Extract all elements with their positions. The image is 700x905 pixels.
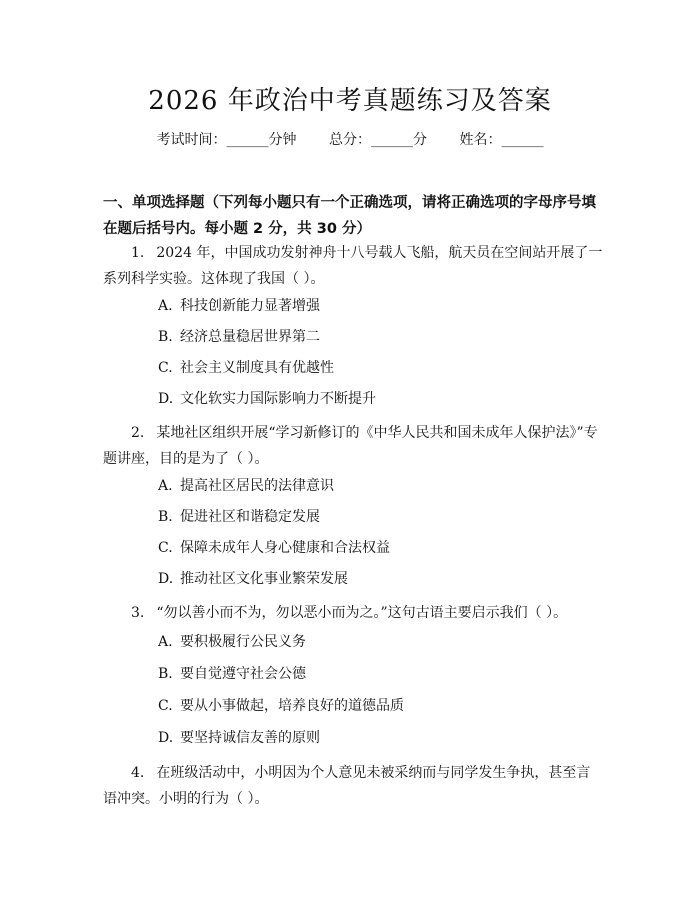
option-text: 促进社区和谐稳定发展 (180, 509, 320, 525)
question-3 (103, 600, 603, 626)
question-1 (103, 240, 603, 292)
question-3-option-d (158, 728, 598, 748)
question-2-option-a (158, 476, 598, 496)
option-letter: C. (158, 698, 173, 714)
page-title: 2026 年政治中考真题练习及答案 (148, 86, 552, 116)
question-4 (103, 760, 603, 812)
question-text: “勿以善小而不为，勿以恶小而为之。”这句古语主要启示我们（ ）。 (156, 605, 568, 621)
option-text: 推动社区文化事业繁荣发展 (180, 571, 348, 587)
option-letter: A. (158, 298, 173, 314)
question-2 (103, 420, 603, 472)
option-letter: D. (158, 730, 174, 746)
option-letter: C. (158, 360, 173, 376)
option-text: 保障未成年人身心健康和合法权益 (180, 540, 390, 556)
option-letter: A. (158, 634, 173, 650)
option-text: 社会主义制度具有优越性 (180, 360, 334, 376)
option-letter: C. (158, 540, 173, 556)
option-text: 经济总量稳居世界第二 (180, 329, 320, 345)
question-2-option-b (158, 507, 598, 527)
question-3-option-b (158, 664, 598, 684)
question-2-option-c (158, 538, 598, 558)
question-1-option-c (158, 358, 598, 378)
question-1-option-d (158, 389, 598, 409)
student-name-field: 姓名：______ (459, 132, 544, 148)
option-text: 要自觉遵守社会公德 (180, 666, 306, 682)
option-letter: B. (158, 329, 173, 345)
option-text: 文化软实力国际影响力不断提升 (180, 391, 376, 407)
question-1-option-b (158, 327, 598, 347)
section-heading: 一、单项选择题（下列每小题只有一个正确选项，请将正确选项的字母序号填在题后括号内。每小题 2 分，共 30 分） (103, 195, 596, 237)
question-1-option-a (158, 296, 598, 316)
option-letter: D. (158, 571, 174, 587)
exam-time-field: 考试时间：______分钟 (156, 132, 297, 148)
question-number: 2. (131, 425, 145, 441)
question-number: 3. (131, 605, 145, 621)
option-letter: B. (158, 666, 173, 682)
question-3-option-c (158, 696, 598, 716)
option-letter: A. (158, 478, 173, 494)
question-text: 某地社区组织开展“学习新修订的《中华人民共和国未成年人保护法》”专题讲座，目的是为了（ ）。 (103, 425, 598, 467)
question-2-option-d (158, 569, 598, 589)
option-text: 要从小事做起，培养良好的道德品质 (180, 698, 404, 714)
exam-info-line (0, 130, 700, 150)
question-number: 4. (131, 765, 145, 781)
option-text: 要积极履行公民义务 (180, 634, 306, 650)
question-text: 在班级活动中，小明因为个人意见未被采纳而与同学发生争执，甚至言语冲突。小明的行为（ ）。 (103, 765, 591, 807)
option-text: 科技创新能力显著增强 (180, 298, 320, 314)
total-score-field: 总分：______分 (329, 132, 427, 148)
option-letter: B. (158, 509, 173, 525)
question-number: 1. (131, 245, 145, 261)
question-3-option-a (158, 632, 598, 652)
option-text: 要坚持诚信友善的原则 (180, 730, 320, 746)
option-text: 提高社区居民的法律意识 (180, 478, 334, 494)
option-letter: D. (158, 391, 174, 407)
question-text: 2024 年，中国成功发射神舟十八号载人飞船，航天员在空间站开展了一系列科学实验。这体现了我国（ ）。 (103, 245, 603, 287)
